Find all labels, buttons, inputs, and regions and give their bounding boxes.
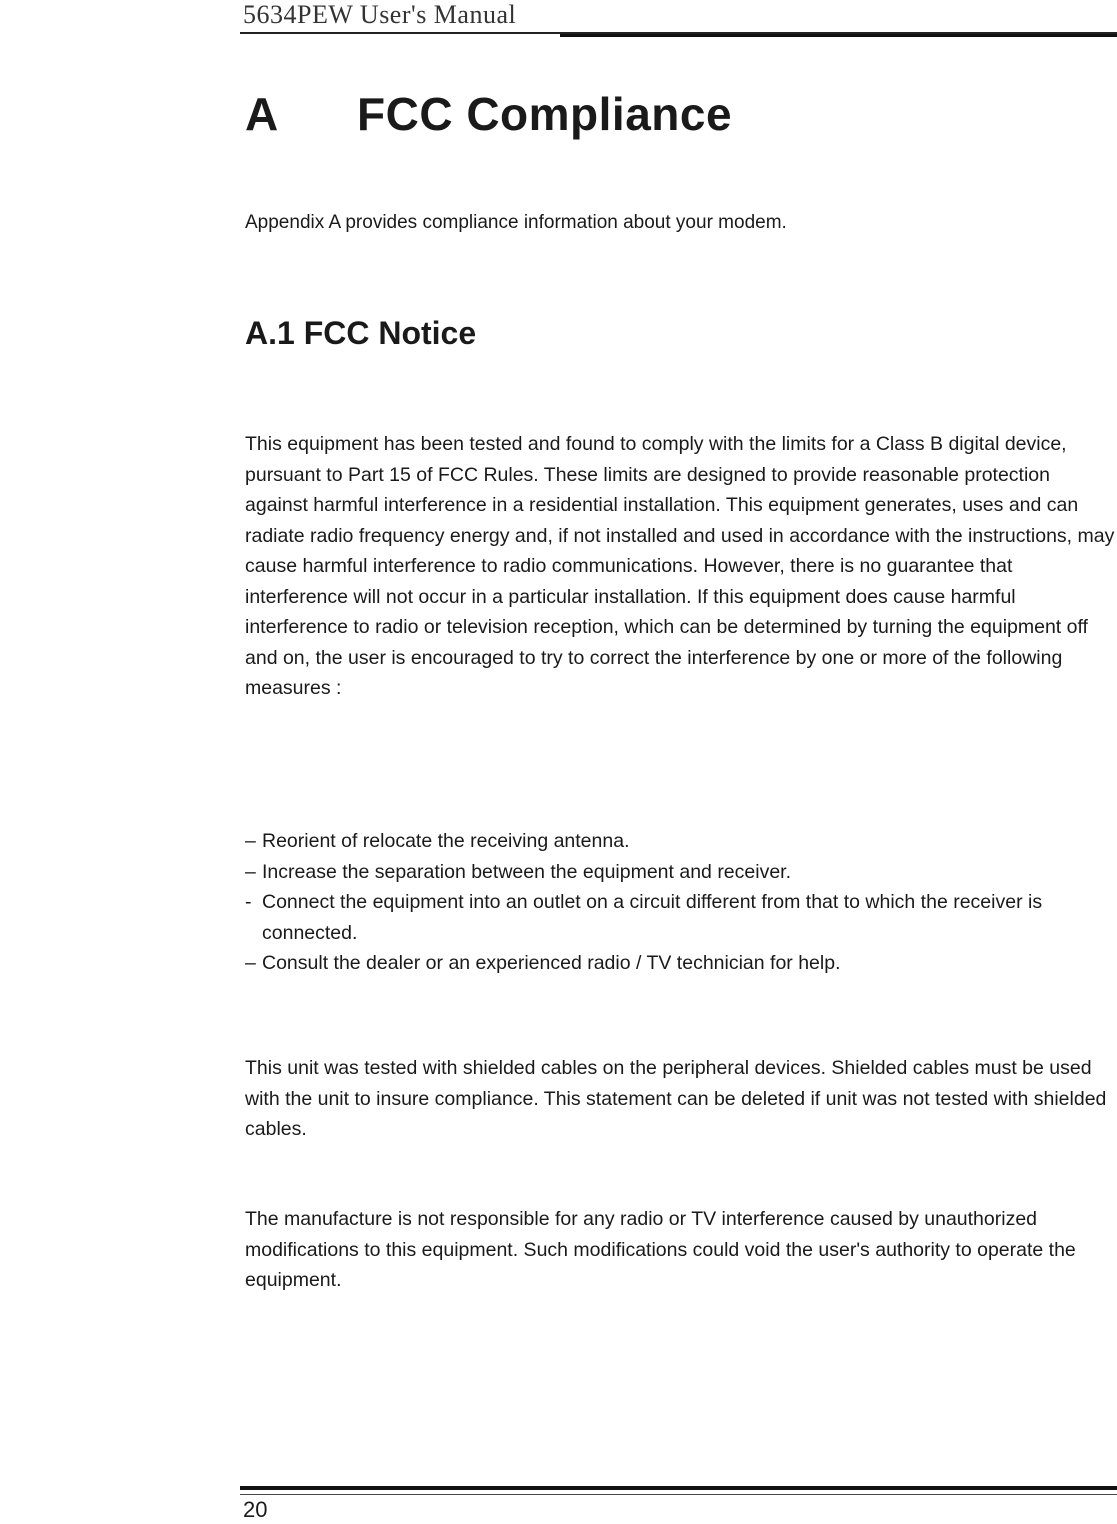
footer-rule [240, 1486, 1117, 1490]
list-item [245, 948, 1117, 979]
list-dash: - [245, 891, 252, 913]
measures-list [245, 826, 1117, 979]
chapter-intro: Appendix A provides compliance information about your modem. [245, 212, 787, 233]
list-dash: – [245, 830, 256, 852]
footer-rule-thin [240, 1494, 1117, 1495]
list-item [245, 826, 1117, 857]
manufacture-paragraph [245, 1204, 1117, 1296]
list-dash: – [245, 860, 256, 883]
notice-paragraph [245, 429, 1117, 704]
shielded-cables-paragraph [245, 1053, 1117, 1145]
list-item [245, 887, 1117, 948]
running-header: 5634PEW User's Manual [243, 0, 517, 29]
list-item-text: Connect the equipment into an outlet on a circuit different from that to which the receiver is connected. [262, 891, 1043, 944]
chapter-letter: A [245, 88, 279, 140]
shielded-cables-text: This unit was tested with shielded cables on the peripheral devices. Shielded cables must be used with the unit to insure compliance. This statement can be deleted if unit was not tested with shielded cables. [245, 1057, 1107, 1140]
list-item-text: Reorient of relocate the receiving antenna. [262, 830, 630, 852]
notice-paragraph-text: This equipment has been tested and found to comply with the limits for a Class B digital device, pursuant to Part 15 of FCC Rules. These limits are designed to provide reasonable protection against harmful interference in a residential installation. This equipment generates, uses and can radiate radio frequency energy and, if not installed and used in accordance with the instructions, may cause harmful interference to radio communications. However, there is no guarantee that interference will not occur in a particular installation. If this equipment does cause harmful interference to radio or television reception, which can be determined by turning the equipment off and on, the user is encouraged to try to correct the interference by one or more of the following measures : [245, 433, 1115, 699]
chapter-title-text: FCC Compliance [357, 88, 733, 140]
list-item-text: Increase the separation between the equipment and receiver. [262, 860, 792, 883]
chapter-title [245, 88, 732, 140]
list-item-text: Consult the dealer or an experienced radio / TV technician for help. [262, 952, 841, 974]
header-rule-thick [560, 34, 1117, 37]
list-item [245, 857, 1117, 888]
manufacture-text: The manufacture is not responsible for any radio or TV interference caused by unauthorized modifications to this equipment. Such modifications could void the user's authority to operate the equipment. [245, 1208, 1076, 1291]
list-dash: – [245, 952, 256, 974]
section-title: A.1 FCC Notice [245, 315, 477, 351]
page-number: 20 [243, 1497, 268, 1522]
